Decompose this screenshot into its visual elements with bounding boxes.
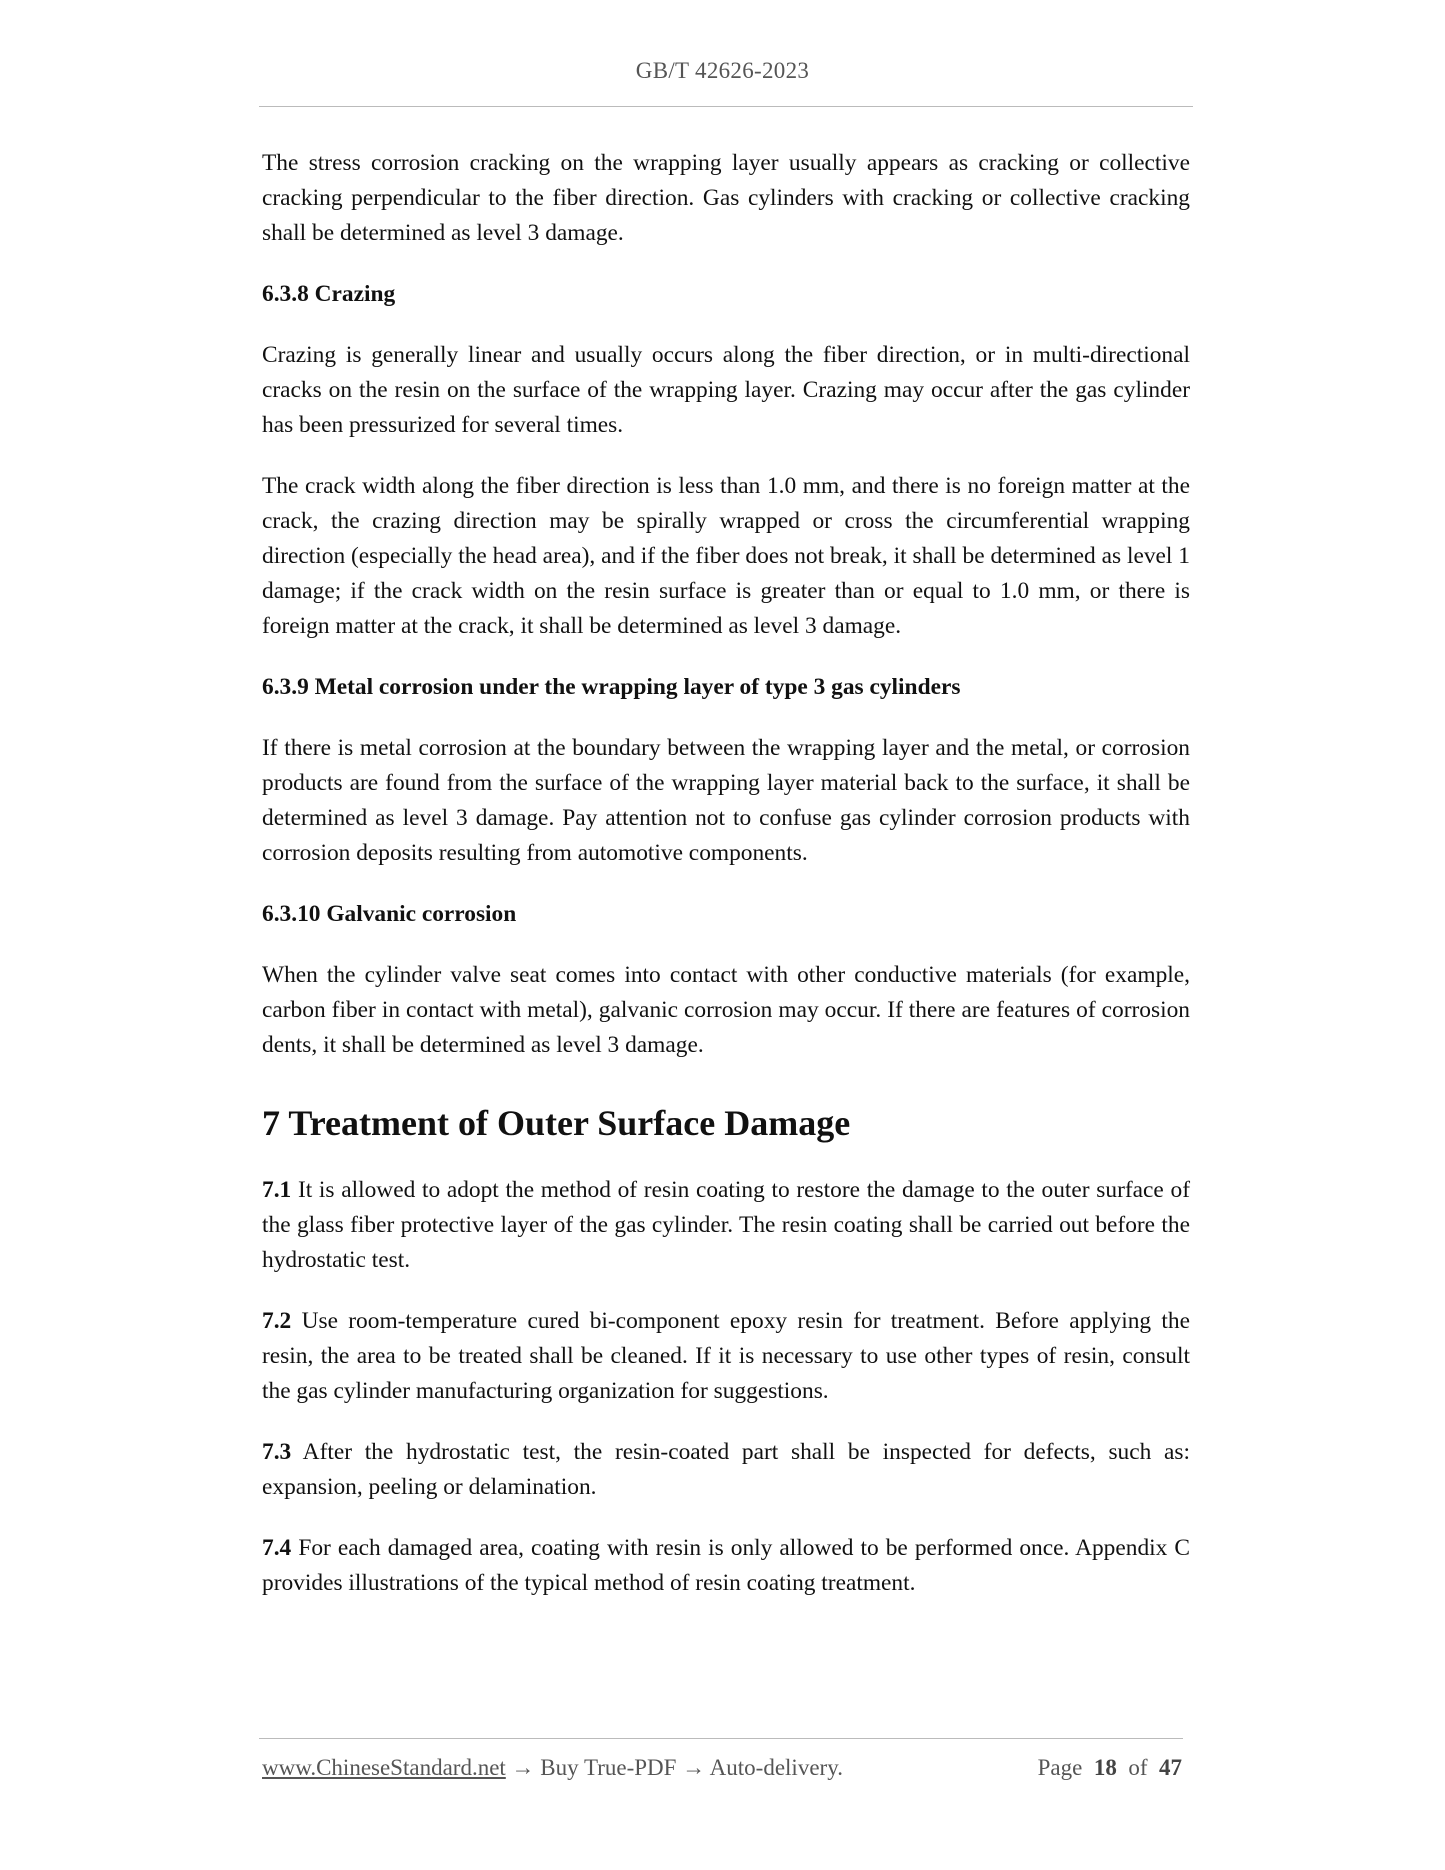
of-label: of (1128, 1755, 1148, 1780)
arrow-right-icon: → (682, 1755, 706, 1780)
clause-7-2 (262, 1304, 1190, 1409)
page-footer (262, 1755, 1182, 1781)
clause-number: 7.3 (262, 1439, 292, 1465)
paragraph-metal-corrosion: If there is metal corrosion at the boundary between the wrapping layer and the metal, or corrosion products are found from the surface of the wrapping layer material back to the surface, it shall be determined as level 3 damage. Pay attention not to confuse gas cylinder corrosion products with corrosion deposits resulting from automotive components. (262, 735, 1190, 866)
clause-text: Use room-temperature cured bi-component epoxy resin for treatment. Before applying the resin, the area to be treated shall be cleaned. If it is necessary to use other types of resin, consult the gas cylinder manufacturing organization for suggestions. (262, 1308, 1190, 1404)
clause-number: 7.4 (262, 1535, 292, 1561)
clause-number: 7.1 (262, 1177, 292, 1203)
page-header (0, 58, 1445, 84)
page-indicator (1038, 1755, 1182, 1781)
clause-7-4 (262, 1531, 1190, 1601)
footer-divider (259, 1738, 1183, 1739)
paragraph-crack-width: The crack width along the fiber direction is less than 1.0 mm, and there is no foreign matter at the crack, the crazing direction may be spirally wrapped or cross the circumferential wrapping direction (especially the head area), and if the fiber does not break, it shall be determined as level 1 damage; if the crack width on the resin surface is greater than or equal to 1.0 mm, or there is foreign matter at the crack, it shall be determined as level 3 damage. (262, 473, 1190, 639)
total-pages: 47 (1159, 1755, 1182, 1780)
arrow-right-icon: → (511, 1755, 535, 1780)
clause-number: 7.2 (262, 1308, 292, 1334)
heading-6-3-10: 6.3.10 Galvanic corrosion (262, 901, 517, 927)
paragraph-crazing-intro: Crazing is generally linear and usually occurs along the fiber direction, or in multi-directional cracks on the resin on the surface of the wrapping layer. Crazing may occur after the gas cylinder has been pressurized for several times. (262, 342, 1190, 438)
header-divider (259, 106, 1193, 107)
document-id: GB/T 42626-2023 (635, 58, 810, 83)
paragraph-galvanic: When the cylinder valve seat comes into contact with other conductive materials (for example, carbon fiber in contact with metal), galvanic corrosion may occur. If there are features of corrosion dents, it shall be determined as level 3 damage. (262, 962, 1190, 1058)
clause-text: After the hydrostatic test, the resin-coated part shall be inspected for defects, such as: expansion, peeling or delamination. (262, 1439, 1190, 1500)
auto-delivery-text: Auto-delivery. (709, 1755, 843, 1780)
current-page-number: 18 (1093, 1755, 1117, 1780)
heading-6-3-8: 6.3.8 Crazing (262, 281, 396, 307)
chapter-7-title: 7 Treatment of Outer Surface Damage (262, 1103, 851, 1143)
page-content (262, 146, 1190, 1601)
clause-7-1 (262, 1173, 1190, 1278)
buy-true-pdf-text: Buy True-PDF (540, 1755, 677, 1780)
clause-text: For each damaged area, coating with resin is only allowed to be performed once. Appendix C provides illustrations of the typical method of resin coating treatment. (262, 1535, 1190, 1596)
heading-6-3-9: 6.3.9 Metal corrosion under the wrapping layer of type 3 gas cylinders (262, 674, 961, 700)
paragraph-stress-corrosion: The stress corrosion cracking on the wrapping layer usually appears as cracking or collective cracking perpendicular to the fiber direction. Gas cylinders with cracking or collective cracking shall be determined as level 3 damage. (262, 150, 1190, 246)
clause-7-3 (262, 1435, 1190, 1505)
page-label: Page (1037, 1755, 1083, 1780)
website-link[interactable]: www.ChineseStandard.net (262, 1755, 506, 1780)
clause-text: It is allowed to adopt the method of resin coating to restore the damage to the outer surface of the glass fiber protective layer of the gas cylinder. The resin coating shall be carried out before the hydrostatic test. (262, 1177, 1190, 1273)
